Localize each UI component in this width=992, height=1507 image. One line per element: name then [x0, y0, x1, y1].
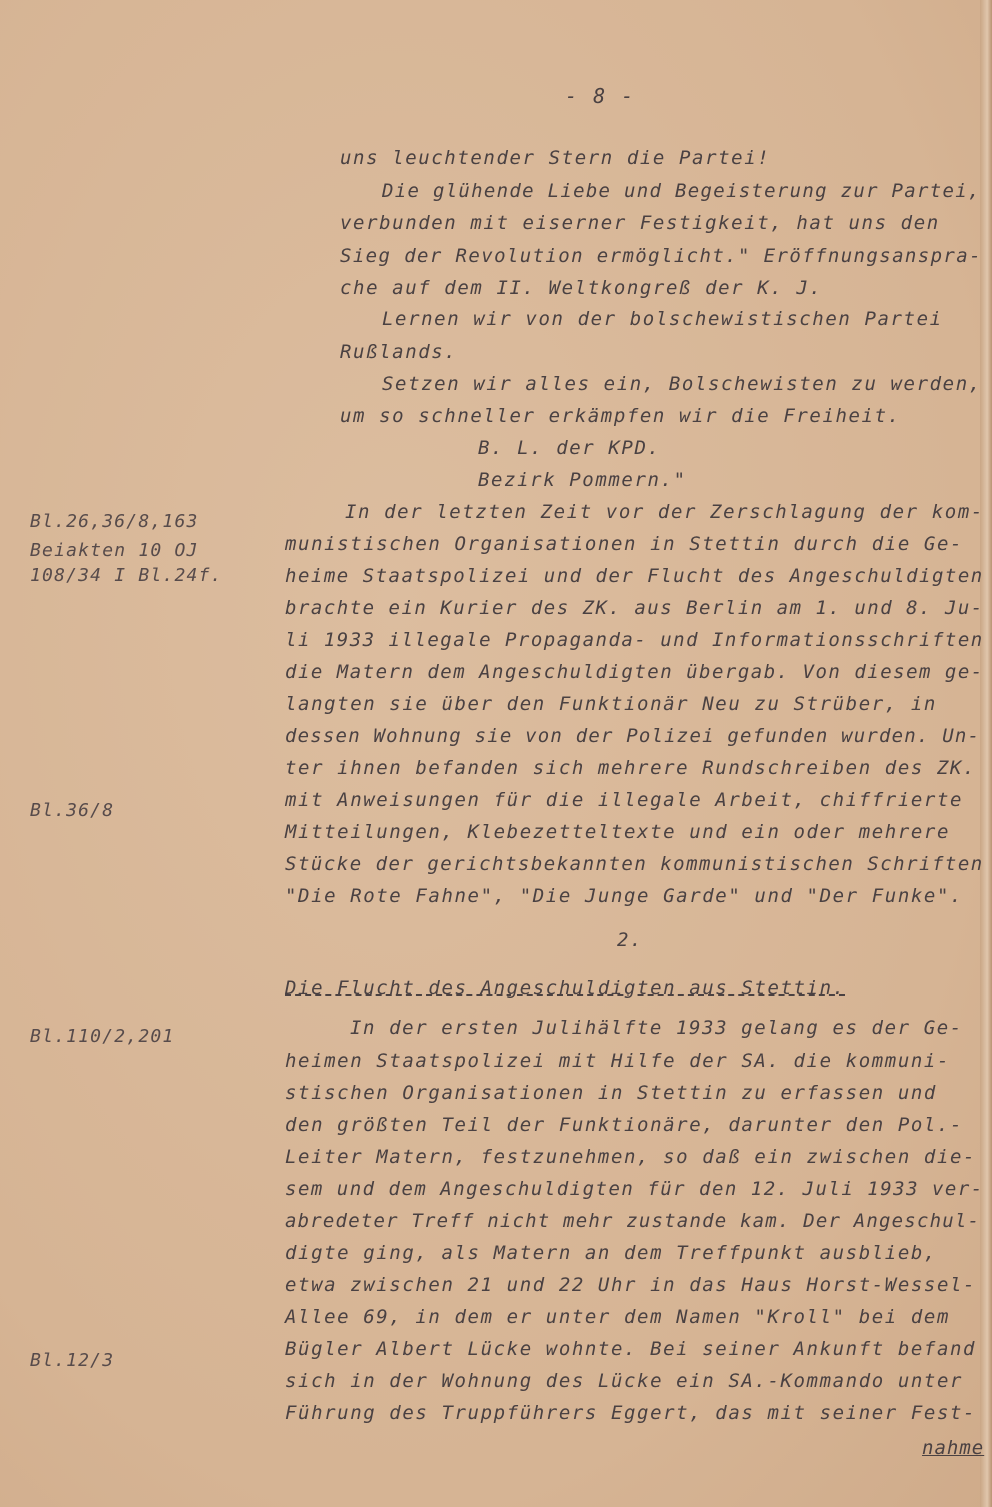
- text-line: Bügler Albert Lücke wohnte. Bei seiner Ankunft befand: [285, 1338, 977, 1360]
- text-line: sich in der Wohnung des Lücke ein SA.-Kommando unter: [285, 1370, 964, 1392]
- text-line: Die glühende Liebe und Begeisterung zur Partei,: [382, 180, 981, 202]
- text-line: uns leuchtender Stern die Partei!: [340, 147, 771, 169]
- catchword: nahme: [922, 1437, 985, 1459]
- text-line: Bezirk Pommern.": [478, 469, 687, 491]
- text-line: Setzen wir alles ein, Bolschewisten zu werden,: [382, 373, 982, 395]
- text-line: sem und dem Angeschuldigten für den 12. Juli 1933 ver-: [285, 1178, 984, 1200]
- text-line: um so schneller erkämpfen wir die Freiheit.: [340, 405, 901, 427]
- margin-note: Bl.36/8: [30, 800, 115, 821]
- margin-note: Beiakten 10 OJ: [30, 540, 199, 561]
- text-line: che auf dem II. Weltkongreß der K. J.: [340, 277, 823, 299]
- text-line: In der letzten Zeit vor der Zerschlagung der kom-: [345, 501, 984, 523]
- text-line: die Matern dem Angeschuldigten übergab. Von diesem ge-: [285, 661, 984, 683]
- section-heading: Die Flucht des Angeschuldigten aus Stettin.: [285, 977, 846, 999]
- text-line: heimen Staatspolizei mit Hilfe der SA. die kommuni-: [285, 1050, 950, 1072]
- text-line: Lernen wir von der bolschewistischen Partei: [382, 308, 943, 330]
- text-line: verbunden mit eiserner Festigkeit, hat uns den: [340, 212, 940, 234]
- text-line: B. L. der KPD.: [478, 437, 661, 459]
- text-line: Stücke der gerichtsbekannten kommunistischen Schriften: [285, 853, 984, 875]
- text-line: ter ihnen befanden sich mehrere Rundschreiben des ZK.: [285, 757, 977, 779]
- text-line: dessen Wohnung sie von der Polizei gefunden wurden. Un-: [285, 725, 981, 747]
- text-line: Führung des Truppführers Eggert, das mit seiner Fest-: [285, 1402, 977, 1424]
- text-line: den größten Teil der Funktionäre, darunter den Pol.-: [285, 1114, 964, 1136]
- text-line: munistischen Organisationen in Stettin durch die Ge-: [285, 533, 964, 555]
- text-line: etwa zwischen 21 und 22 Uhr in das Haus Horst-Wessel-: [285, 1274, 977, 1296]
- margin-note: Bl.110/2,201: [30, 1026, 175, 1047]
- text-line: brachte ein Kurier des ZK. aus Berlin am 1. und 8. Ju-: [285, 597, 984, 619]
- margin-note: Bl.26,36/8,163: [30, 511, 199, 532]
- text-line: heime Staatspolizei und der Flucht des Angeschuldigten: [285, 565, 984, 587]
- text-line: mit Anweisungen für die illegale Arbeit, chiffrierte: [285, 789, 964, 811]
- page-number: - 8 -: [565, 84, 636, 108]
- text-line: stischen Organisationen in Stettin zu erfassen und: [285, 1082, 937, 1104]
- section-number: 2.: [617, 929, 644, 951]
- text-line: Rußlands.: [340, 341, 458, 363]
- page-edge: [980, 0, 992, 1507]
- text-line: "Die Rote Fahne", "Die Junge Garde" und "Der Funke".: [285, 885, 964, 907]
- text-line: Leiter Matern, festzunehmen, so daß ein zwischen die-: [285, 1146, 977, 1168]
- text-line: digte ging, als Matern an dem Treffpunkt ausblieb,: [285, 1242, 937, 1264]
- text-line: Allee 69, in dem er unter dem Namen "Kroll" bei dem: [285, 1306, 950, 1328]
- text-line: li 1933 illegale Propaganda- und Informationsschriften: [285, 629, 984, 651]
- text-line: Mitteilungen, Klebezetteltexte und ein oder mehrere: [285, 821, 950, 843]
- text-line: langten sie über den Funktionär Neu zu Strüber, in: [285, 693, 937, 715]
- text-line: In der ersten Julihälfte 1933 gelang es der Ge-: [350, 1017, 963, 1039]
- text-line: abredeter Treff nicht mehr zustande kam. Der Angeschul-: [285, 1210, 981, 1232]
- margin-note: 108/34 I Bl.24f.: [30, 565, 223, 586]
- text-line: Sieg der Revolution ermöglicht." Eröffnungsanspra-: [340, 245, 982, 267]
- margin-note: Bl.12/3: [30, 1350, 115, 1371]
